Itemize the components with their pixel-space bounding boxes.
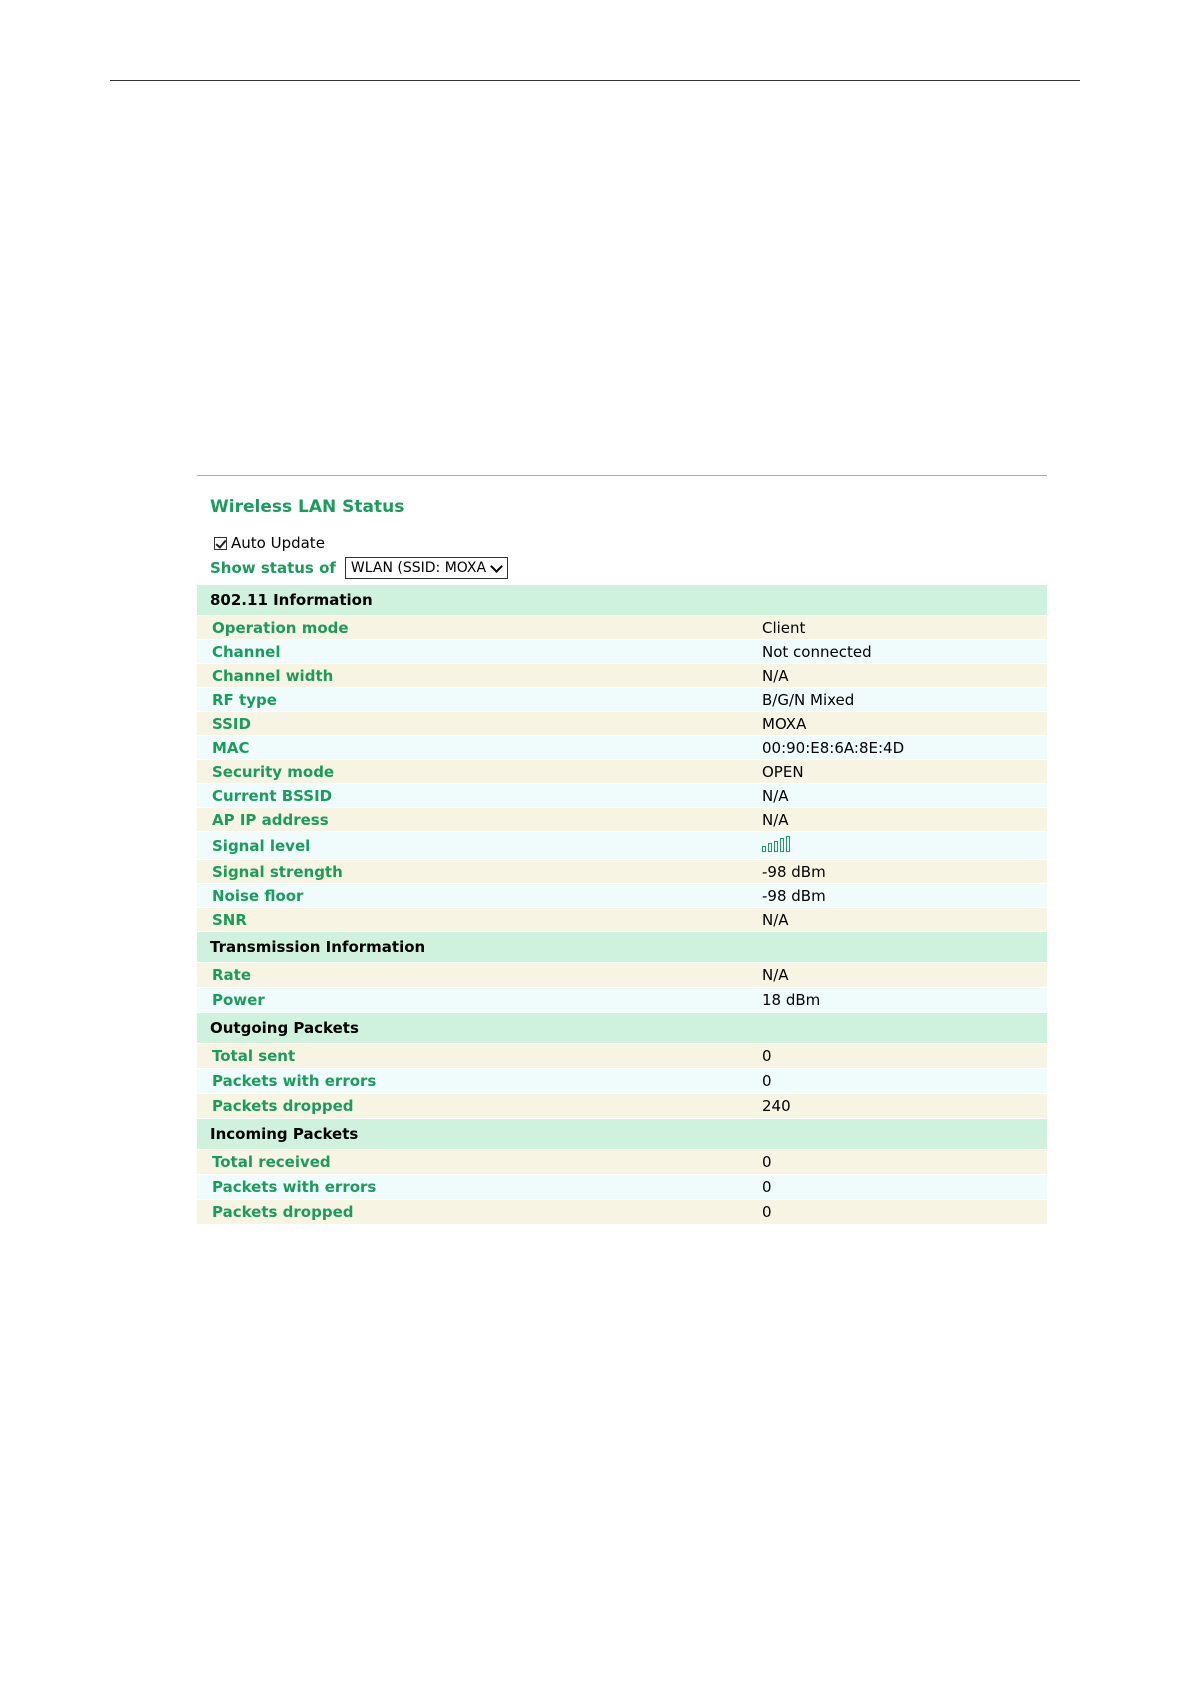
row-value-channel: Not connected	[762, 642, 872, 661]
table-row	[197, 963, 1047, 988]
row-value-operation-mode: Client	[762, 618, 806, 637]
row-label-channel-width: Channel width	[212, 666, 334, 685]
table-row	[197, 712, 1047, 736]
table-row	[197, 1175, 1047, 1200]
show-status-row	[210, 555, 1047, 581]
row-label-packets-with-errors: Packets with errors	[212, 1072, 377, 1090]
table-row	[197, 988, 1047, 1013]
row-value-ap-ip-address: N/A	[762, 810, 789, 829]
row-label-noise-floor: Noise floor	[212, 886, 304, 905]
table-row	[197, 884, 1047, 908]
table-row	[197, 784, 1047, 808]
table-row	[197, 808, 1047, 832]
row-value-packets-dropped: 0	[762, 1203, 772, 1221]
row-value-packets-dropped: 240	[762, 1097, 791, 1115]
row-value-packets-with-errors: 0	[762, 1072, 772, 1090]
chevron-down-icon	[490, 560, 503, 573]
row-value-total-received: 0	[762, 1153, 772, 1171]
show-status-selected-value: WLAN (SSID: MOXA	[350, 560, 487, 576]
table-row	[197, 1094, 1047, 1119]
row-value-noise-floor: -98 dBm	[762, 886, 826, 905]
section-header-802-11-information: 802.11 Information	[197, 585, 1047, 616]
row-value-signal-strength: -98 dBm	[762, 862, 826, 881]
auto-update-label: Auto Update	[231, 534, 325, 552]
row-label-ssid: SSID	[212, 714, 251, 733]
table-row	[197, 760, 1047, 784]
row-label-total-received: Total received	[212, 1153, 331, 1171]
page-top-rule	[110, 80, 1080, 81]
signal-bar	[780, 838, 784, 852]
row-label-ap-ip-address: AP IP address	[212, 810, 329, 829]
page-title: Wireless LAN Status	[210, 497, 405, 517]
row-label-packets-with-errors: Packets with errors	[212, 1178, 377, 1196]
table-row	[197, 1044, 1047, 1069]
row-label-current-bssid: Current BSSID	[212, 786, 333, 805]
row-value-ssid: MOXA	[762, 714, 807, 733]
row-value-current-bssid: N/A	[762, 786, 789, 805]
signal-bar	[774, 841, 778, 852]
row-value-packets-with-errors: 0	[762, 1178, 772, 1196]
signal-bars-icon	[762, 836, 790, 856]
show-status-label: Show status of	[210, 559, 336, 577]
row-label-packets-dropped: Packets dropped	[212, 1097, 354, 1115]
row-label-operation-mode: Operation mode	[212, 618, 349, 637]
row-label-snr: SNR	[212, 910, 247, 929]
table-row	[197, 664, 1047, 688]
table-row	[197, 860, 1047, 884]
row-value-total-sent: 0	[762, 1047, 772, 1065]
row-label-power: Power	[212, 991, 265, 1009]
row-value-mac: 00:90:E8:6A:8E:4D	[762, 738, 905, 757]
check-icon	[215, 537, 226, 549]
section-header-outgoing-packets: Outgoing Packets	[197, 1013, 1047, 1044]
section-header-incoming-packets: Incoming Packets	[197, 1119, 1047, 1150]
row-label-security-mode: Security mode	[212, 762, 335, 781]
signal-bar	[762, 846, 766, 852]
show-status-select[interactable]	[345, 557, 508, 579]
row-label-channel: Channel	[212, 642, 281, 661]
wireless-lan-status-panel	[197, 475, 1047, 1225]
signal-bar	[768, 843, 772, 852]
row-label-signal-strength: Signal strength	[212, 862, 343, 881]
signal-bar	[786, 836, 790, 852]
table-row	[197, 688, 1047, 712]
row-value-power: 18 dBm	[762, 991, 821, 1009]
table-row	[197, 832, 1047, 860]
row-value-security-mode: OPEN	[762, 762, 804, 781]
auto-update-row	[214, 532, 1047, 554]
row-value-rf-type: B/G/N Mixed	[762, 690, 855, 709]
row-label-packets-dropped: Packets dropped	[212, 1203, 354, 1221]
table-row	[197, 616, 1047, 640]
row-label-rf-type: RF type	[212, 690, 277, 709]
section-header-transmission-information: Transmission Information	[197, 932, 1047, 963]
row-value-channel-width: N/A	[762, 666, 789, 685]
table-row	[197, 1200, 1047, 1225]
table-row	[197, 640, 1047, 664]
row-value-snr: N/A	[762, 910, 789, 929]
row-label-total-sent: Total sent	[212, 1047, 296, 1065]
table-row	[197, 908, 1047, 932]
row-value-rate: N/A	[762, 966, 789, 984]
row-label-rate: Rate	[212, 966, 252, 984]
row-label-mac: MAC	[212, 738, 250, 757]
table-row	[197, 1069, 1047, 1094]
table-row	[197, 736, 1047, 760]
table-row	[197, 1150, 1047, 1175]
panel-top-rule	[197, 475, 1047, 476]
auto-update-checkbox[interactable]	[214, 537, 227, 550]
row-label-signal-level: Signal level	[212, 836, 311, 855]
status-table	[197, 585, 1047, 1225]
